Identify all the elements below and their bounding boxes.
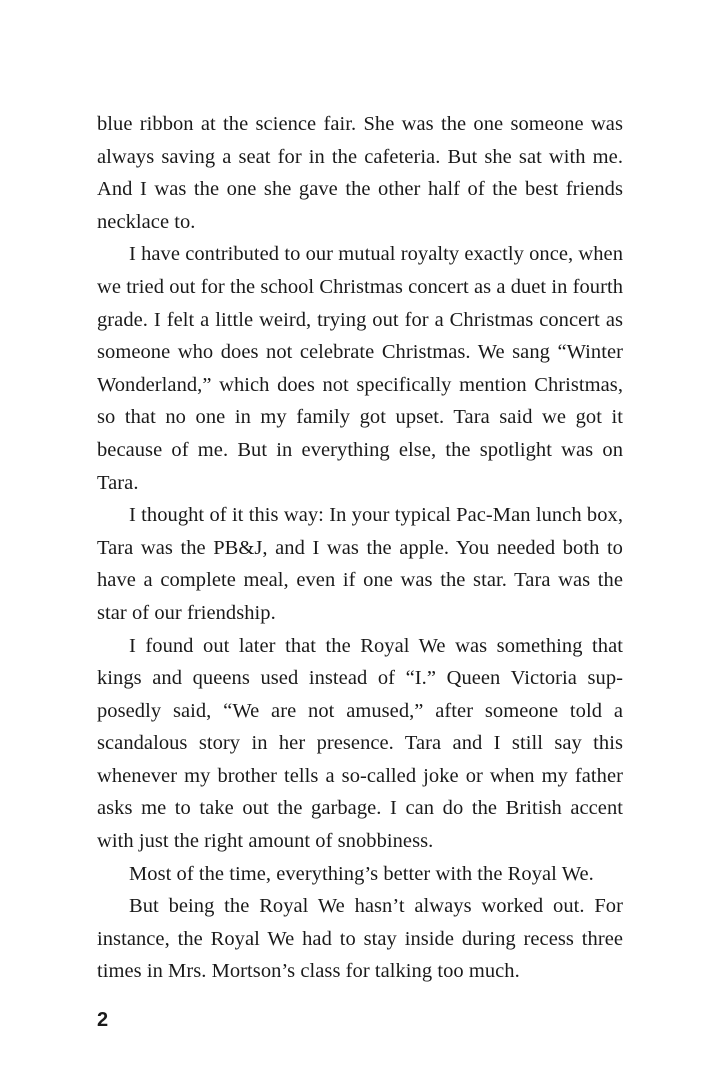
paragraph-6: But being the Royal We hasn’t always worked out. For instance, the Royal We had to stay inside during recess three times in Mrs. Mortson’s class for talking too much. bbox=[97, 895, 623, 983]
paragraph-2: I have contributed to our mutual royalty exactly once, when we tried out for the school Christmas concert as a duet in fourth grade. I felt a little weird, trying out for a Christmas concert as someone who does not celebrate Christmas. We sang “Winter Wonderland,” which does not specifically mention Christmas, so that no one in my family got upset. Tara said we got it because of me. But in everything else, the spotlight was on Tara. bbox=[97, 243, 623, 494]
paragraph-3: I thought of it this way: In your typical Pac-Man lunch box, Tara was the PB&J, and I was the apple. You needed both to have a complete meal, even if one was the star. Tara was the star of our friendship. bbox=[97, 504, 623, 624]
body-text bbox=[97, 108, 623, 988]
paragraph-4: I found out later that the Royal We was something that kings and queens used instead of “I.” Queen Victoria supposedly said, “We are not amused,” after someone told a scandalous story in her presence. Tara and I still say this whenever my brother tells a so-called joke or when my father asks me to take out the garbage. I can do the British accent with just the right amount of snobbiness. bbox=[97, 634, 623, 853]
paragraph-5: Most of the time, everything’s better with the Royal We. bbox=[129, 862, 594, 885]
paragraph-1: blue ribbon at the science fair. She was the one someone was always saving a seat for in the cafeteria. But she sat with me. And I was the one she gave the other half of the best friends necklace to. bbox=[97, 113, 623, 233]
page-number: 2 bbox=[97, 1009, 109, 1031]
